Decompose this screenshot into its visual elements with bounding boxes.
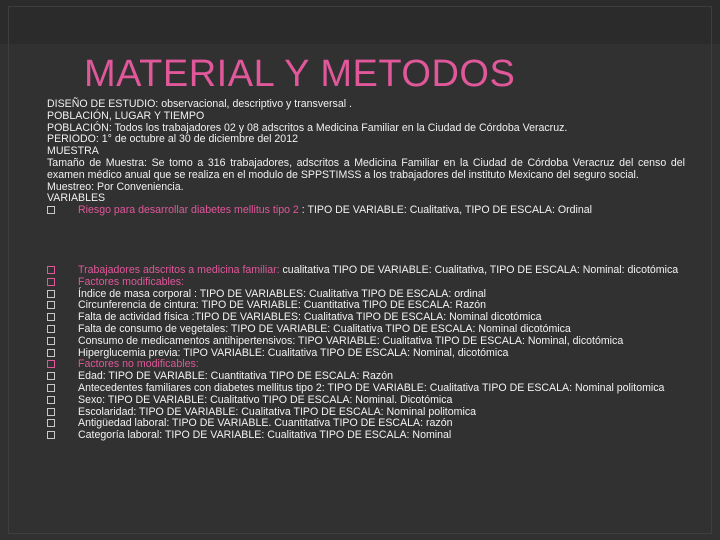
square-bullet-icon	[47, 278, 55, 286]
square-bullet-icon	[47, 206, 55, 214]
square-bullet-icon	[47, 360, 55, 368]
square-bullet-icon	[47, 408, 55, 416]
square-bullet-icon	[47, 372, 55, 380]
bullet-highlight: Factores no modificables:	[78, 358, 199, 371]
square-bullet-icon	[47, 384, 55, 392]
square-bullet-icon	[47, 266, 55, 274]
bullet-highlight: Trabajadores adscritos a medicina familiar:	[78, 264, 280, 276]
list-item	[47, 430, 695, 442]
square-bullet-icon	[47, 431, 55, 439]
bullet-text: Hiperglucemia previa: TIPO VARIABLE: Cualitativa TIPO DE ESCALA: Nominal, dicotómica	[78, 346, 509, 359]
text-line: POBLACIÓN: Todos los trabajadores 02 y 08 adscritos a Medicina Familiar en la Ciudad de Córdoba Veracruz.	[47, 121, 568, 134]
slide-title: MATERIAL Y METODOS	[84, 53, 516, 95]
square-bullet-icon	[47, 325, 55, 333]
bullet-text: Consumo de medicamentos antihipertensivos: TIPO VARIABLE: Cualitativa TIPO DE ESCALA: Nominal, dicotómica	[78, 334, 624, 347]
bullet-text: Antigüedad laboral: TIPO DE VARIABLE. Cuantitativa TIPO DE ESCALA: razón	[78, 417, 453, 430]
bullet-text: Índice de masa corporal : TIPO DE VARIABLES: Cualitativa TIPO DE ESCALA: ordinal	[78, 287, 487, 300]
square-bullet-icon	[47, 396, 55, 404]
bullet-text: Falta de consumo de vegetales: TIPO DE VARIABLE: Cualitativa TIPO DE ESCALA: Nominal dicotómica	[78, 322, 571, 335]
square-bullet-icon	[47, 313, 55, 321]
square-bullet-icon	[47, 419, 55, 427]
list-item	[47, 205, 685, 217]
intro-text	[47, 99, 685, 217]
text-line: VARIABLES	[47, 192, 106, 205]
sample-paragraph: Tamaño de Muestra: Se tomo a 316 trabajadores, adscritos a Medicina Familiar en la Ciudad de Córdoba Veracruz del censo del examen médico anual que se realiza en el modulo de SPPSTIMSS a los trabajadores del instituto Mexicano del seguro social.	[47, 156, 685, 181]
square-bullet-icon	[47, 290, 55, 298]
bullet-text: cualitativa TIPO DE VARIABLE: Cualitativa, TIPO DE ESCALA: Nominal: dicotómica	[279, 264, 679, 276]
bullet-text: : TIPO DE VARIABLE: Cualitativa, TIPO DE ESCALA: Ordinal	[298, 204, 593, 217]
text-line: MUESTRA	[47, 145, 99, 158]
bullet-text: Antecedentes familiares con diabetes mellitus tipo 2: TIPO DE VARIABLE: Cualitativa TIPO DE ESCALA: Nominal politomica	[78, 381, 665, 394]
text-line: Muestreo: Por Conveniencia.	[47, 180, 184, 193]
bullet-text: Edad: TIPO DE VARIABLE: Cuantitativa TIPO DE ESCALA: Razón	[78, 370, 394, 383]
square-bullet-icon	[47, 349, 55, 357]
bullet-text: Sexo: TIPO DE VARIABLE: Cualitativo TIPO DE ESCALA: Nominal. Dicotómica	[78, 393, 453, 406]
bullet-highlight: Riesgo para desarrollar diabetes mellitus tipo 2	[78, 204, 299, 217]
text-line: POBLACIÓN, LUGAR Y TIEMPO	[47, 109, 205, 122]
text-line: DISEÑO DE ESTUDIO: observacional, descriptivo y transversal .	[47, 98, 352, 110]
bullet-text: Categoría laboral: TIPO DE VARIABLE: Cualitativa TIPO DE ESCALA: Nominal	[78, 429, 452, 442]
text-line: PERIODO: 1° de octubre al 30 de diciembre del 2012	[47, 133, 298, 146]
square-bullet-icon	[47, 301, 55, 309]
bullet-text: Falta de actividad física :TIPO DE VARIABLES: Cualitativa TIPO DE ESCALA: Nominal dicotómica	[78, 311, 542, 324]
bullet-text: Circunferencia de cintura: TIPO DE VARIABLE: Cuantitativa TIPO DE ESCALA: Razón	[78, 299, 487, 312]
variables-list	[47, 265, 695, 442]
square-bullet-icon	[47, 337, 55, 345]
bullet-text: Escolaridad: TIPO DE VARIABLE: Cualitativa TIPO DE ESCALA: Nominal politomica	[78, 405, 477, 418]
bullet-highlight: Factores modificables:	[78, 275, 184, 288]
